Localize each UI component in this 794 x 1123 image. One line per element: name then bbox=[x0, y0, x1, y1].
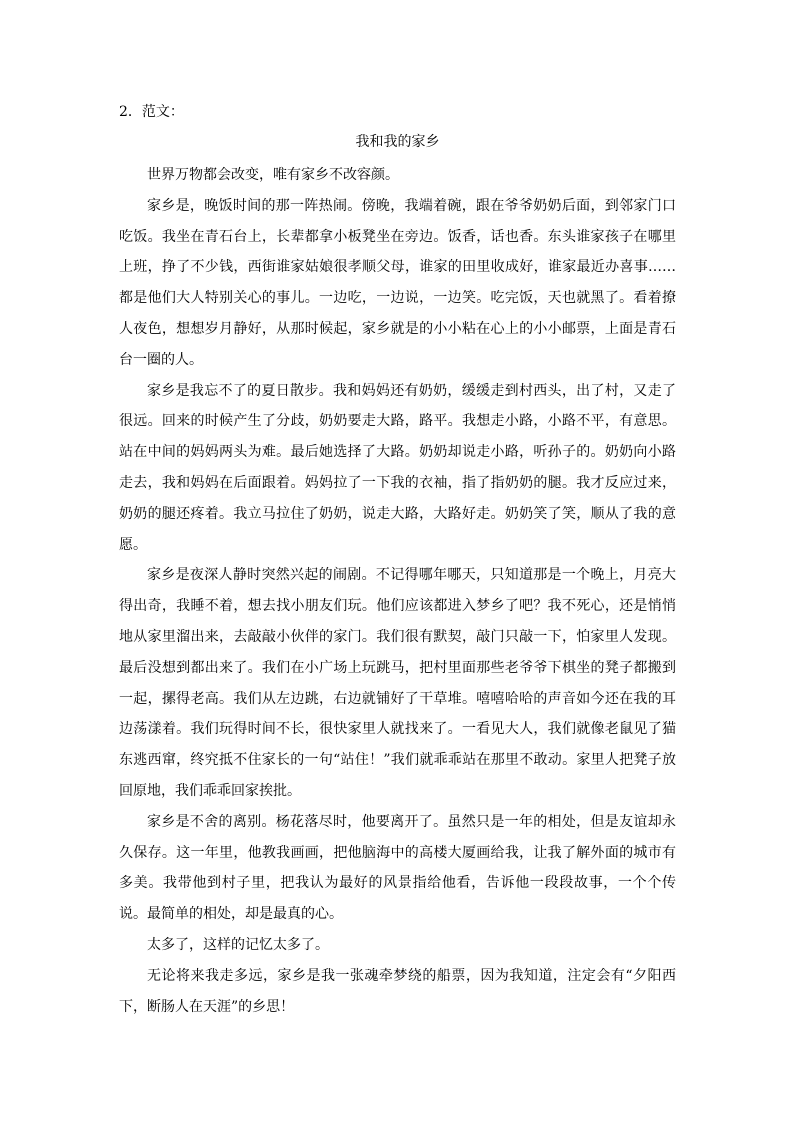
document-page bbox=[119, 100, 676, 1022]
essay-paragraph: 家乡是，晚饭时间的那一阵热闹。傍晚，我端着碗，跟在爷爷奶奶后面，到邻家门口吃饭。我坐在青石台上，长辈都拿小板凳坐在旁边。饭香，话也香。东头谁家孩子在哪里上班，挣了不少钱，西街谁家姑娘很孝顺父母，谁家的田里收成好，谁家最近办喜事……都是他们大人特别关心的事儿。一边吃，一边说，一边笑。吃完饭，天也就黑了。看着撩人夜色，想想岁月静好，从那时候起，家乡就是的小小粘在心上的小小邮票，上面是青石台一圈的人。 bbox=[119, 197, 676, 368]
essay-paragraph: 家乡是我忘不了的夏日散步。我和妈妈还有奶奶，缓缓走到村西头，出了村，又走了很远。回来的时候产生了分歧，奶奶要走大路，路平。我想走小路，小路不平，有意思。站在中间的妈妈两头为难。最后她选择了大路。奶奶却说走小路，听孙子的。奶奶向小路走去，我和妈妈在后面跟着。妈妈拉了一下我的衣袖，指了指奶奶的腿。我才反应过来，奶奶的腿还疼着。我立马拉住了奶奶，说走大路，大路好走。奶奶笑了笑，顺从了我的意愿。 bbox=[119, 382, 676, 553]
essay-paragraph: 家乡是不舍的离别。杨花落尽时，他要离开了。虽然只是一年的相处，但是友谊却永久保存。这一年里，他教我画画，把他脑海中的高楼大厦画给我，让我了解外面的城市有多美。我带他到村子里，把我认为最好的风景指给他看，告诉他一段段故事，一个个传说。最简单的相处，却是最真的心。 bbox=[119, 813, 676, 923]
essay-paragraph: 太多了，这样的记忆太多了。 bbox=[147, 936, 329, 953]
essay-title: 我和我的家乡 bbox=[355, 134, 440, 150]
essay-paragraph: 世界万物都会改变，唯有家乡不改容颜。 bbox=[147, 167, 399, 183]
essay-paragraph: 无论将来我走多远，家乡是我一张魂牵梦绕的船票，因为我知道，注定会有“夕阳西下，断肠人在天涯”的乡思！ bbox=[119, 967, 676, 1015]
essay-paragraph: 家乡是夜深人静时突然兴起的闹剧。不记得哪年哪天，只知道那是一个晚上，月亮大得出奇，我睡不着，想去找小朋友们玩。他们应该都进入梦乡了吧？我不死心，还是悄悄地从家里溜出来，去敲敲小伙伴的家门。我们很有默契，敲门只敲一下，怕家里人发现。最后没想到都出来了。我们在小广场上玩跳马，把村里面那些老爷爷下棋坐的凳子都搬到一起，摞得老高。我们从左边跳，右边就铺好了干草堆。嘻嘻哈哈的声音如今还在我的耳边荡漾着。我们玩得时间不长，很快家里人就找来了。一看见大人，我们就像老鼠见了猫东逃西窜，终究抵不住家长的一句“站住！”我们就乖乖站在那里不敢动。家里人把凳子放回原地，我们乖乖回家挨批。 bbox=[119, 567, 676, 799]
section-heading: 2．范文： bbox=[119, 104, 184, 120]
